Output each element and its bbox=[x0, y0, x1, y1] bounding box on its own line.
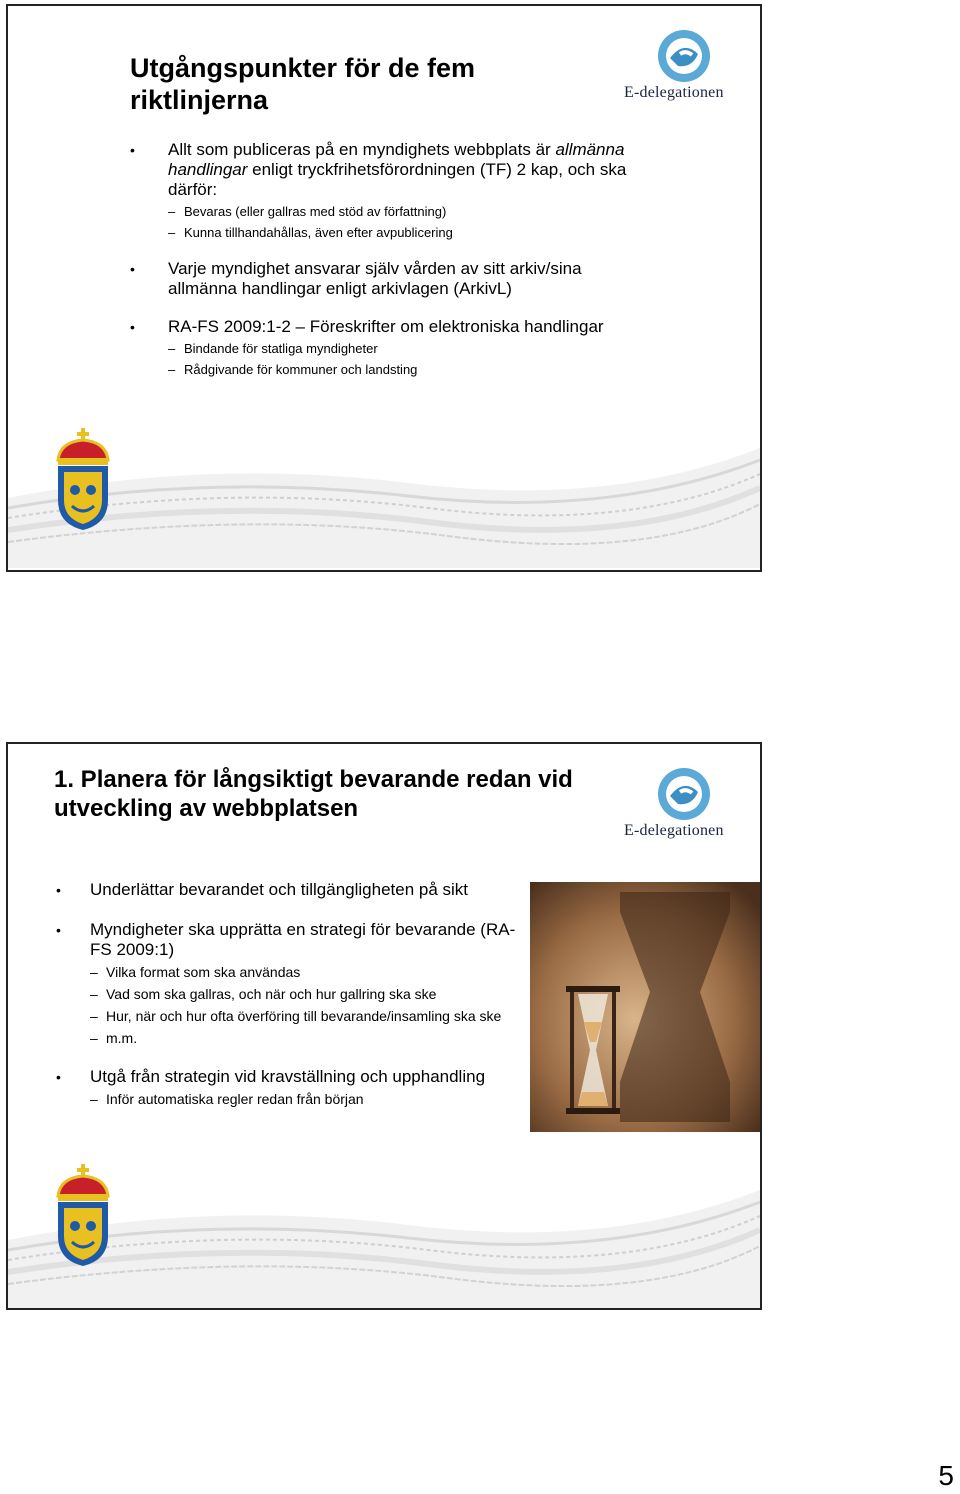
item-text-italic: allmänna handlingar bbox=[168, 140, 625, 179]
sub-item: – Vilka format som ska användas bbox=[90, 964, 301, 980]
bullet-icon: • bbox=[130, 142, 135, 158]
list-item bbox=[56, 920, 526, 1047]
bullet-icon: • bbox=[56, 882, 61, 898]
slide-2 bbox=[6, 742, 762, 1310]
coat-of-arms-icon bbox=[52, 1164, 114, 1268]
e-delegationen-logo bbox=[622, 28, 746, 108]
list-item bbox=[130, 140, 650, 241]
item-text: Myndigheter ska upprätta en strategi för bevarande (RA-FS 2009:1) bbox=[90, 920, 516, 959]
bullet-icon: • bbox=[130, 319, 135, 335]
sub-item: – m.m. bbox=[90, 1030, 138, 1046]
slide-1 bbox=[6, 4, 762, 572]
decorative-wave bbox=[8, 438, 760, 568]
item-text: Utgå från strategin vid kravställning och upphandling bbox=[90, 1067, 486, 1086]
slide-title: 1. Planera för långsiktigt bevarande redan vid utveckling av webbplatsen bbox=[54, 766, 573, 822]
sub-item: – Inför automatiska regler redan från början bbox=[90, 1091, 364, 1107]
bullet-icon: • bbox=[56, 1069, 61, 1085]
coat-of-arms-icon bbox=[52, 428, 114, 532]
item-text-before: Allt som publiceras på en myndighets webbplats är bbox=[168, 140, 551, 159]
sub-item: – Rådgivande för kommuner och landsting bbox=[168, 362, 418, 377]
sub-item: – Kunna tillhandahållas, även efter avpublicering bbox=[168, 225, 453, 240]
e-delegationen-swirl-icon bbox=[622, 28, 746, 88]
list-item bbox=[130, 259, 650, 299]
slide-body bbox=[130, 140, 650, 396]
item-text: RA-FS 2009:1-2 – Föreskrifter om elektroniska handlingar bbox=[168, 317, 604, 336]
item-text-after: enligt tryckfrihetsförordningen (TF) 2 kap, och ska därför: bbox=[168, 160, 627, 199]
bullet-icon: • bbox=[130, 261, 135, 277]
sub-item: – Bindande för statliga myndigheter bbox=[168, 341, 378, 356]
logo-text: E-delegationen bbox=[624, 84, 724, 101]
logo-text: E-delegationen bbox=[624, 822, 724, 839]
hourglass-photo bbox=[530, 882, 762, 1132]
item-text: Varje myndighet ansvarar själv vården av sitt arkiv/sina allmänna handlingar enligt arkivlagen (ArkivL) bbox=[168, 259, 582, 298]
list-item bbox=[130, 317, 650, 378]
e-delegationen-swirl-icon bbox=[622, 766, 746, 826]
bullet-icon: • bbox=[56, 922, 61, 938]
list-item bbox=[56, 1067, 526, 1108]
sub-item: – Hur, när och hur ofta överföring till bevarande/insamling ska ske bbox=[90, 1008, 502, 1024]
list-item bbox=[56, 880, 526, 900]
e-delegationen-logo bbox=[622, 766, 746, 846]
slide-title: Utgångspunkter för de fem riktlinjerna bbox=[130, 53, 476, 116]
slide-body bbox=[56, 880, 526, 1128]
sub-item: – Vad som ska gallras, och när och hur gallring ska ske bbox=[90, 986, 437, 1002]
decorative-wave bbox=[8, 1180, 760, 1310]
sub-item: – Bevaras (eller gallras med stöd av författning) bbox=[168, 204, 447, 219]
page-number: 5 bbox=[938, 1460, 954, 1491]
item-text: Underlättar bevarandet och tillgängligheten på sikt bbox=[90, 880, 469, 899]
